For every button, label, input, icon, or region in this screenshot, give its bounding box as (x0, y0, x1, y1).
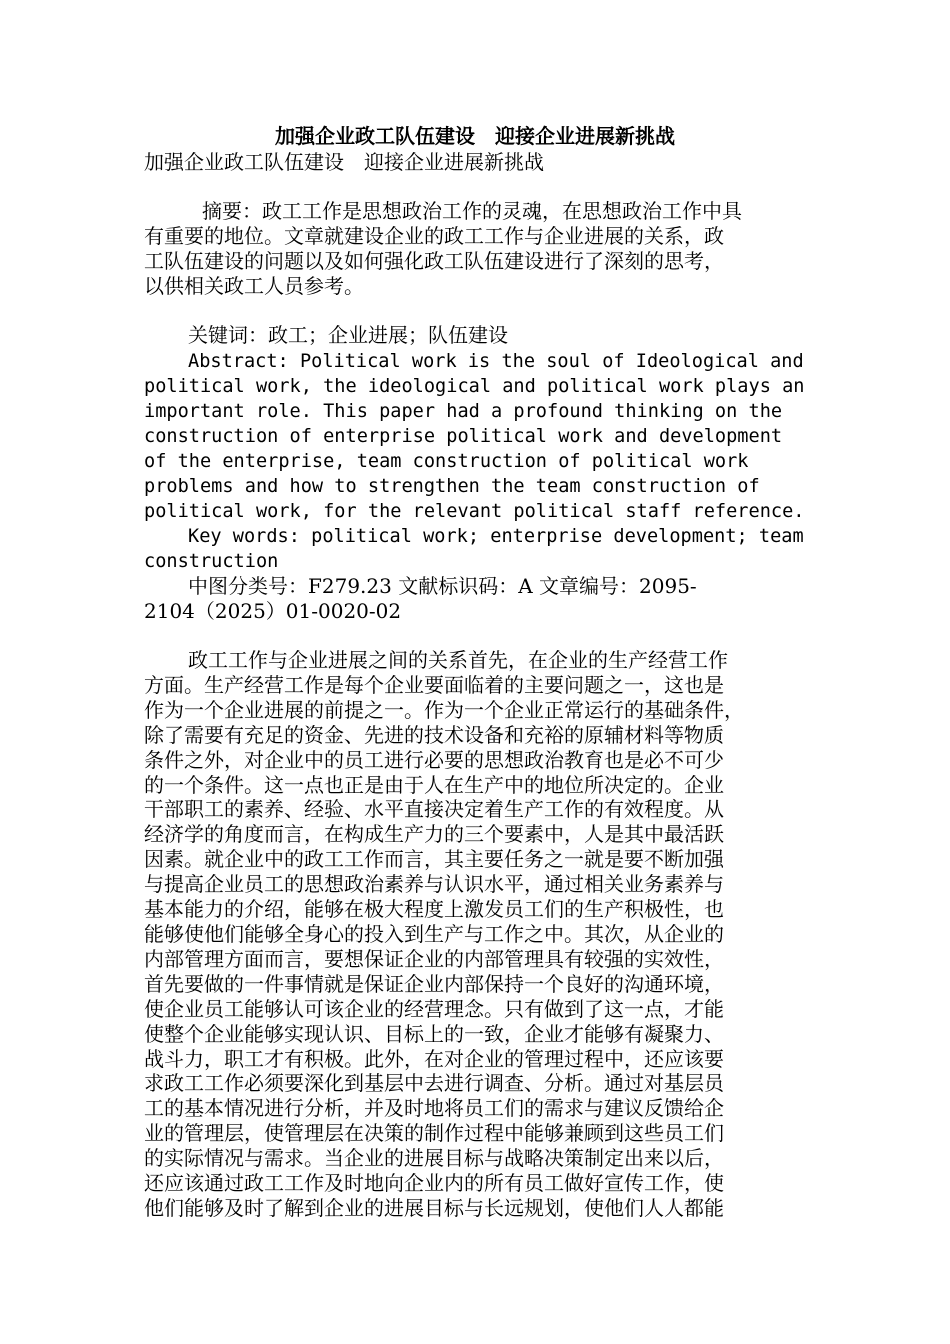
body-line: 内部管理方面而言，要想保证企业的内部管理具有较强的实效性， (144, 946, 724, 971)
abstract-cn (144, 199, 806, 299)
body-line: 业的管理层，使管理层在决策的制作过程中能够兼顾到这些员工们 (144, 1121, 724, 1146)
body-line: 作为一个企业进展的前提之一。作为一个企业正常运行的基础条件， (144, 697, 744, 722)
abstract-en-line: of the enterprise, team construction of political work (144, 451, 749, 472)
body-line: 求政工工作必须要深化到基层中去进行调查、分析。通过对基层员 (144, 1071, 724, 1096)
abstract-cn-line: 以供相关政工人员参考。 (144, 274, 364, 298)
body-line: 的一个条件。这一点也正是由于人在生产中的地位所决定的。企业 (144, 772, 724, 797)
body-line: 因素。就企业中的政工工作而言，其主要任务之一就是要不断加强 (144, 847, 724, 872)
document-title: 加强企业政工队伍建设 迎接企业进展新挑战 (275, 124, 675, 148)
abstract-en (144, 349, 806, 574)
body-line: 使整个企业能够实现认识、目标上的一致，企业才能够有凝聚力、 (144, 1021, 724, 1046)
abstract-en-line: problems and how to strengthen the team construction of (144, 476, 760, 497)
abstract-cn-line: 工队伍建设的问题以及如何强化政工队伍建设进行了深刻的思考， (144, 249, 724, 273)
body-line: 他们能够及时了解到企业的进展目标与长远规划，使他们人人都能 (144, 1195, 724, 1220)
body-line: 还应该通过政工工作及时地向企业内的所有员工做好宣传工作，使 (144, 1171, 724, 1196)
body-line: 方面。生产经营工作是每个企业要面临着的主要问题之一，这也是 (144, 672, 724, 697)
abstract-cn-line: 摘要：政工工作是思想政治工作的灵魂，在思想政治工作中具 (202, 199, 742, 223)
body-line: 工的基本情况进行分析，并及时地将员工们的需求与建议反馈给企 (144, 1096, 724, 1121)
body-line: 除了需要有充足的资金、先进的技术设备和充裕的原辅材料等物质 (144, 722, 724, 747)
abstract-en-line: important role. This paper had a profound thinking on the (144, 401, 783, 422)
abstract-en-line: Abstract: Political work is the soul of Ideological and (188, 351, 804, 372)
body-line: 条件之外，对企业中的员工进行必要的思想政治教育也是必不可少 (144, 747, 724, 772)
keywords-en-line: Key words: political work; enterprise development; team (188, 526, 804, 547)
classification-line: 中图分类号：F279.23 文献标识码：A 文章编号：2095- (188, 574, 697, 598)
body-line: 经济学的角度而言，在构成生产力的三个要素中，人是其中最活跃 (144, 822, 724, 847)
body-line: 能够使他们能够全身心的投入到生产与工作之中。其次，从企业的 (144, 921, 724, 946)
body-line: 干部职工的素养、经验、水平直接决定着生产工作的有效程度。从 (144, 797, 724, 822)
body-line: 与提高企业员工的思想政治素养与认识水平，通过相关业务素养与 (144, 872, 724, 897)
body-line: 首先要做的一件事情就是保证企业内部保持一个良好的沟通环境， (144, 971, 724, 996)
abstract-en-line: political work, for the relevant political staff reference. (144, 501, 805, 522)
body-line: 的实际情况与需求。当企业的进展目标与战略决策制定出来以后， (144, 1146, 724, 1171)
classification-info (144, 574, 806, 624)
body-line: 战斗力，职工才有积极。此外，在对企业的管理过程中，还应该要 (144, 1046, 724, 1071)
classification-line: 2104（2025）01-0020-02 (144, 599, 402, 623)
abstract-cn-line: 有重要的地位。文章就建设企业的政工工作与企业进展的关系，政 (144, 224, 724, 248)
document-subtitle: 加强企业政工队伍建设 迎接企业进展新挑战 (144, 150, 544, 174)
body-line: 政工工作与企业进展之间的关系首先，在企业的生产经营工作 (188, 648, 728, 672)
keywords-en-line: construction (144, 551, 279, 572)
abstract-en-line: political work, the ideological and political work plays an (144, 376, 805, 397)
body-line: 基本能力的介绍，能够在极大程度上激发员工们的生产积极性，也 (144, 897, 724, 922)
body-line: 使企业员工能够认可该企业的经营理念。只有做到了这一点，才能 (144, 996, 724, 1021)
keywords-cn: 关键词：政工；企业进展；队伍建设 (188, 323, 508, 347)
body-paragraph (144, 648, 806, 1221)
abstract-en-line: construction of enterprise political work and development (144, 426, 783, 447)
